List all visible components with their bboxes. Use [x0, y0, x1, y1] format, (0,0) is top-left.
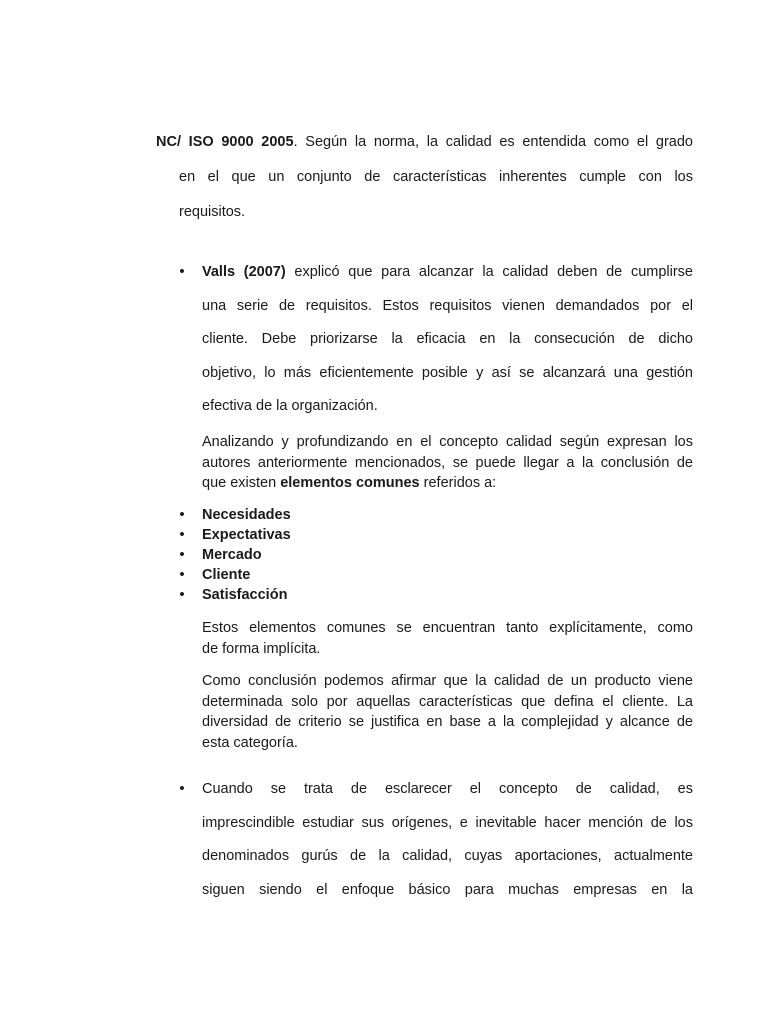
- paragraph-line: [156, 129, 693, 164]
- list-item-label: Mercado: [202, 547, 262, 563]
- list-item: [0, 545, 262, 565]
- paragraph-line: cliente. Debe priorizarse la eficacia en la consecución de dicho: [202, 331, 693, 347]
- paragraph-line: autores anteriormente mencionados, se puede llegar a la conclusión de: [202, 454, 693, 471]
- paragraph-line: requisitos.: [179, 204, 246, 220]
- paragraph-line: objetivo, lo más eficientemente posible y así se alcanzará una gestión: [202, 364, 693, 381]
- analysis-paragraph: [202, 432, 693, 494]
- bullet-dot: •: [179, 546, 185, 563]
- common-elements-paragraph: [202, 618, 693, 659]
- list-item: [0, 565, 251, 585]
- paragraph-line: denominados gurús de la calidad, cuyas aportaciones, actualmente: [202, 848, 693, 864]
- paragraph-line: de forma implícita.: [202, 640, 321, 657]
- list-item-label: Cliente: [202, 567, 251, 583]
- paragraph-line: Cuando se trata de esclarecer el concepto de calidad, es: [202, 781, 693, 797]
- paragraph-line: en el que un conjunto de características inherentes cumple con los: [179, 169, 693, 185]
- paragraph-text: referidos a:: [419, 475, 497, 491]
- iso-definition-paragraph: [156, 129, 693, 234]
- paragraph-text: que existen: [202, 475, 281, 491]
- paragraph-text: explicó que para alcanzar la calidad deben de cumplirse: [285, 264, 693, 280]
- list-item: [0, 585, 288, 605]
- bullet-dot: •: [179, 526, 185, 543]
- gurus-paragraph: [202, 777, 693, 911]
- valls-paragraph: [202, 260, 693, 428]
- iso-standard-reference: NC/ ISO 9000 2005: [156, 134, 294, 150]
- list-item-label: Expectativas: [202, 527, 291, 543]
- conclusion-paragraph: [202, 671, 693, 753]
- author-reference: Valls (2007): [202, 264, 286, 280]
- list-item-label: Necesidades: [202, 507, 291, 523]
- list-item: [0, 525, 291, 545]
- paragraph-line: Como conclusión podemos afirmar que la calidad de un producto viene: [202, 673, 693, 689]
- bullet-dot: •: [179, 506, 185, 523]
- bullet-dot: •: [179, 780, 185, 797]
- paragraph-line: [202, 260, 693, 294]
- paragraph-line: determinada solo por aquellas características que defina el cliente. La: [202, 693, 693, 710]
- list-item-label: Satisfacción: [202, 587, 288, 603]
- paragraph-line: Estos elementos comunes se encuentran tanto explícitamente, como: [202, 620, 693, 636]
- paragraph-text: . Según la norma, la calidad es entendida como el grado: [293, 134, 693, 150]
- paragraph-line: efectiva de la organización.: [202, 398, 378, 414]
- paragraph-line: una serie de requisitos. Estos requisitos vienen demandados por el: [202, 297, 693, 314]
- bullet-dot: •: [179, 263, 185, 280]
- paragraph-line: esta categoría.: [202, 734, 298, 751]
- paragraph-line: diversidad de criterio se justifica en base a la complejidad y alcance de: [202, 714, 693, 730]
- paragraph-line: [202, 473, 693, 494]
- bullet-dot: •: [179, 566, 185, 583]
- list-item: [0, 505, 291, 525]
- paragraph-line: Analizando y profundizando en el concepto calidad según expresan los: [202, 434, 693, 450]
- bullet-dot: •: [179, 586, 185, 603]
- emphasis-text: elementos comunes: [280, 475, 420, 491]
- paragraph-line: imprescindible estudiar sus orígenes, e inevitable hacer mención de los: [202, 814, 693, 831]
- paragraph-line: siguen siendo el enfoque básico para muchas empresas en la: [202, 881, 693, 898]
